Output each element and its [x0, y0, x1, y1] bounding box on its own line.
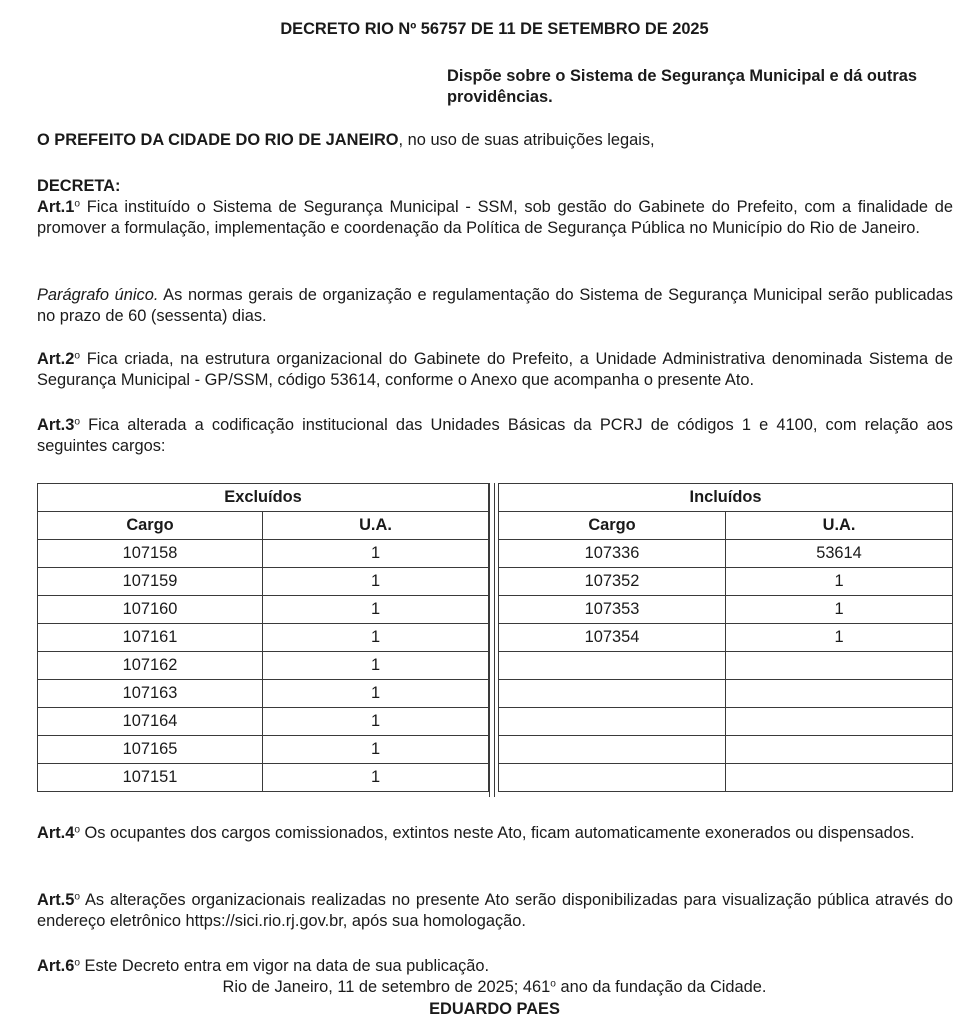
excluded-cargo-cell: 107163	[38, 680, 263, 708]
included-cargo-cell	[499, 680, 726, 708]
article-6-ordinal: o	[74, 957, 80, 969]
included-header: Incluídos	[499, 484, 953, 512]
included-cargo-cell: 107354	[499, 624, 726, 652]
date-line-ordinal: o	[550, 978, 556, 990]
article-5-label: Art.5	[37, 891, 75, 909]
included-cargo-cell	[499, 652, 726, 680]
excluded-table-row	[38, 540, 489, 568]
sole-paragraph-label: Parágrafo único.	[37, 286, 159, 304]
excluded-cargo-cell: 107164	[38, 708, 263, 736]
excluded-table-row	[38, 736, 489, 764]
decree-title: DECRETO RIO Nº 56757 DE 11 DE SETEMBRO DE 2025	[280, 20, 709, 38]
excluded-table-row	[38, 624, 489, 652]
article-6	[37, 956, 953, 977]
article-2-text: Fica criada, na estrutura organizacional do Gabinete do Prefeito, a Unidade Administrativa denominada Sistema de Segurança Municipal - GP/SSM, código 53614, conforme o Anexo que acompanha o presente Ato.	[37, 350, 953, 389]
table-separator-line	[489, 483, 490, 797]
article-5-text: As alterações organizacionais realizadas no presente Ato serão disponibilizadas para visualização pública através do endereço eletrônico https://sici.rio.rj.gov.br, após sua homologação.	[37, 891, 953, 930]
article-4-text: Os ocupantes dos cargos comissionados, extintos neste Ato, ficam automaticamente exonerados ou dispensados.	[80, 824, 915, 842]
included-cargo-cell: 107336	[499, 540, 726, 568]
excluded-ua-cell: 1	[263, 736, 489, 764]
preamble-text: , no uso de suas atribuições legais,	[398, 131, 655, 149]
included-col-ua: U.A.	[726, 512, 953, 540]
included-table-row	[499, 596, 953, 624]
included-ua-cell: 1	[726, 568, 953, 596]
excluded-cargo-cell: 107158	[38, 540, 263, 568]
included-cargo-cell: 107352	[499, 568, 726, 596]
excluded-cargo-cell: 107162	[38, 652, 263, 680]
article-3-text: Fica alterada a codificação institucional das Unidades Básicas da PCRJ de códigos 1 e 4100, com relação aos seguintes cargos:	[37, 416, 953, 455]
included-table-row	[499, 540, 953, 568]
sole-paragraph-text: As normas gerais de organização e regulamentação do Sistema de Segurança Municipal serão publicadas no prazo de 60 (sessenta) dias.	[37, 286, 953, 325]
excluded-ua-cell: 1	[263, 680, 489, 708]
excluded-ua-cell: 1	[263, 708, 489, 736]
excluded-table-row	[38, 680, 489, 708]
article-2-label: Art.2	[37, 350, 75, 368]
excluded-cargo-cell: 107160	[38, 596, 263, 624]
date-line-text: Rio de Janeiro, 11 de setembro de 2025; 461	[222, 978, 551, 996]
sole-paragraph	[37, 285, 953, 326]
included-table-row	[499, 708, 953, 736]
excluded-table-row	[38, 764, 489, 792]
article-5	[37, 890, 953, 931]
excluded-ua-cell: 1	[263, 652, 489, 680]
article-1-text: Fica instituído o Sistema de Segurança Municipal - SSM, sob gestão do Gabinete do Prefeito, com a finalidade de promover a formulação, implementação e coordenação da Política de Segurança Pública no Município do Rio de Janeiro.	[37, 198, 953, 237]
date-place-line	[0, 978, 969, 997]
date-line-suffix: ano da fundação da Cidade.	[555, 978, 767, 996]
included-ua-cell	[726, 736, 953, 764]
included-ua-cell: 1	[726, 624, 953, 652]
excluded-table-row	[38, 652, 489, 680]
included-col-cargo: Cargo	[499, 512, 726, 540]
decreta-heading: DECRETA:	[37, 177, 121, 195]
excluded-col-cargo: Cargo	[38, 512, 263, 540]
included-positions-table	[498, 483, 953, 792]
article-2-ordinal: o	[74, 350, 80, 362]
included-cargo-cell	[499, 708, 726, 736]
included-table-row	[499, 624, 953, 652]
excluded-positions-table	[37, 483, 489, 792]
included-ua-cell	[726, 708, 953, 736]
included-table-row	[499, 736, 953, 764]
article-4-label: Art.4	[37, 824, 75, 842]
excluded-ua-cell: 1	[263, 764, 489, 792]
included-table-row	[499, 764, 953, 792]
excluded-ua-cell: 1	[263, 540, 489, 568]
article-4-ordinal: o	[74, 824, 80, 836]
table-separator-line	[494, 483, 495, 797]
decree-summary: Dispõe sobre o Sistema de Segurança Municipal e dá outras providências.	[447, 67, 917, 106]
included-cargo-cell	[499, 736, 726, 764]
article-3	[37, 415, 953, 456]
excluded-cargo-cell: 107159	[38, 568, 263, 596]
article-3-label: Art.3	[37, 416, 75, 434]
article-6-text: Este Decreto entra em vigor na data de sua publicação.	[80, 957, 490, 975]
mayor-signature-name: EDUARDO PAES	[429, 1000, 560, 1018]
excluded-table-row	[38, 708, 489, 736]
included-cargo-cell: 107353	[499, 596, 726, 624]
included-ua-cell	[726, 764, 953, 792]
included-ua-cell: 53614	[726, 540, 953, 568]
excluded-ua-cell: 1	[263, 596, 489, 624]
excluded-table-row	[38, 568, 489, 596]
included-ua-cell	[726, 680, 953, 708]
excluded-ua-cell: 1	[263, 568, 489, 596]
preamble	[37, 130, 953, 151]
article-1-label: Art.1	[37, 198, 75, 216]
excluded-ua-cell: 1	[263, 624, 489, 652]
excluded-table-row	[38, 596, 489, 624]
excluded-cargo-cell: 107151	[38, 764, 263, 792]
preamble-authority: O PREFEITO DA CIDADE DO RIO DE JANEIRO	[37, 131, 399, 149]
included-table-row	[499, 652, 953, 680]
included-table-row	[499, 680, 953, 708]
excluded-col-ua: U.A.	[263, 512, 489, 540]
excluded-header: Excluídos	[38, 484, 489, 512]
included-ua-cell: 1	[726, 596, 953, 624]
article-1-ordinal: o	[74, 198, 80, 210]
article-4	[37, 823, 953, 844]
article-2	[37, 349, 953, 390]
excluded-cargo-cell: 107161	[38, 624, 263, 652]
article-6-label: Art.6	[37, 957, 75, 975]
excluded-cargo-cell: 107165	[38, 736, 263, 764]
article-1	[37, 197, 953, 238]
article-5-ordinal: o	[74, 891, 80, 903]
included-ua-cell	[726, 652, 953, 680]
article-3-ordinal: o	[74, 416, 80, 428]
included-cargo-cell	[499, 764, 726, 792]
included-table-row	[499, 568, 953, 596]
